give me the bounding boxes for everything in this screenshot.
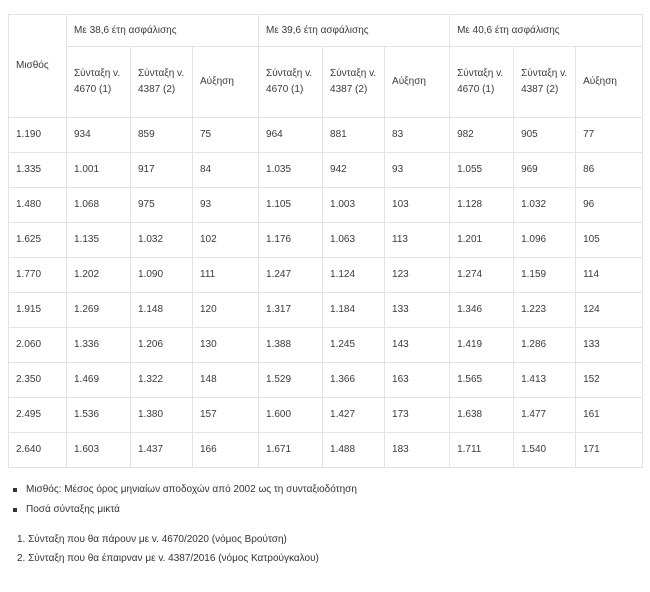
pension-4670-cell: 1.035 — [259, 153, 323, 188]
notes-numbered-list — [8, 530, 357, 568]
pension-4387-cell: 859 — [131, 118, 193, 153]
pension-4387-cell: 1.148 — [131, 293, 193, 328]
pension-4387-cell: 1.413 — [514, 363, 576, 398]
pension-4387-cell: 969 — [514, 153, 576, 188]
increase-cell: 77 — [576, 118, 643, 153]
pension-4387-cell: 1.540 — [514, 433, 576, 468]
table-body — [9, 118, 643, 468]
pension-4670-cell: 1.068 — [67, 188, 131, 223]
pension-4387-cell: 1.032 — [514, 188, 576, 223]
pension-4670-cell: 1.346 — [450, 293, 514, 328]
pension-4387-cell: 1.090 — [131, 258, 193, 293]
pension-4670-cell: 1.419 — [450, 328, 514, 363]
pension-4670-cell: 1.176 — [259, 223, 323, 258]
pension-4387-cell: 1.003 — [323, 188, 385, 223]
pension-4387-cell: 1.427 — [323, 398, 385, 433]
increase-cell: 157 — [193, 398, 259, 433]
pension-4670-cell: 1.247 — [259, 258, 323, 293]
table-row — [9, 433, 643, 468]
note-text: Ποσά σύνταξης μικτά — [26, 504, 120, 515]
increase-cell: 84 — [193, 153, 259, 188]
sub-header-pension-4670: Σύνταξη v. 4670 (1) — [450, 47, 514, 118]
increase-cell: 161 — [576, 398, 643, 433]
pension-4387-cell: 1.032 — [131, 223, 193, 258]
salary-cell: 1.770 — [9, 258, 67, 293]
pension-4387-cell: 1.380 — [131, 398, 193, 433]
pension-4387-cell: 1.245 — [323, 328, 385, 363]
sub-header-increase: Αύξηση — [193, 47, 259, 118]
increase-cell: 124 — [576, 293, 643, 328]
pension-4670-cell: 1.388 — [259, 328, 323, 363]
footnote-item: 2. Σύνταξη που θα έπαιρναν με v. 4387/2016 (νόμος Κατρούγκαλου) — [17, 553, 319, 564]
increase-cell: 111 — [193, 258, 259, 293]
notes-bullet-list — [8, 480, 357, 520]
pension-4387-cell: 1.063 — [323, 223, 385, 258]
pension-4670-cell: 1.638 — [450, 398, 514, 433]
sub-header-pension-4387: Σύνταξη v. 4387 (2) — [514, 47, 576, 118]
increase-cell: 105 — [576, 223, 643, 258]
table-row — [9, 223, 643, 258]
note-text: Μισθός: Μέσος όρος μηνιαίων αποδοχών από 2002 ως τη συνταξιοδότηση — [26, 484, 357, 495]
table-row — [9, 328, 643, 363]
table-row — [9, 188, 643, 223]
table-row — [9, 153, 643, 188]
pension-4670-cell: 1.055 — [450, 153, 514, 188]
pension-4387-cell: 1.322 — [131, 363, 193, 398]
table-row — [9, 398, 643, 433]
pension-4670-cell: 964 — [259, 118, 323, 153]
table-row — [9, 258, 643, 293]
salary-cell: 1.480 — [9, 188, 67, 223]
increase-cell: 114 — [576, 258, 643, 293]
pension-4387-cell: 1.096 — [514, 223, 576, 258]
pension-4670-cell: 1.671 — [259, 433, 323, 468]
pension-4387-cell: 975 — [131, 188, 193, 223]
increase-cell: 102 — [193, 223, 259, 258]
sub-header-pension-4670: Σύνταξη v. 4670 (1) — [259, 47, 323, 118]
increase-cell: 133 — [576, 328, 643, 363]
sub-header-pension-4387: Σύνταξη v. 4387 (2) — [131, 47, 193, 118]
pension-4670-cell: 1.317 — [259, 293, 323, 328]
increase-cell: 173 — [385, 398, 450, 433]
pension-4387-cell: 1.223 — [514, 293, 576, 328]
footnote-item: 1. Σύνταξη που θα πάρουν με v. 4670/2020 (νόμος Βρούτση) — [17, 534, 287, 545]
increase-cell: 123 — [385, 258, 450, 293]
table-row — [9, 118, 643, 153]
sub-header-increase: Αύξηση — [576, 47, 643, 118]
salary-cell: 2.640 — [9, 433, 67, 468]
increase-cell: 93 — [385, 153, 450, 188]
pension-4670-cell: 1.529 — [259, 363, 323, 398]
increase-cell: 96 — [576, 188, 643, 223]
increase-cell: 75 — [193, 118, 259, 153]
note-bullet-item — [8, 480, 357, 500]
bullet-icon — [13, 508, 17, 512]
notes-section — [8, 480, 357, 568]
salary-cell: 1.335 — [9, 153, 67, 188]
pension-4387-cell: 1.488 — [323, 433, 385, 468]
pension-4670-cell: 1.274 — [450, 258, 514, 293]
increase-cell: 83 — [385, 118, 450, 153]
increase-cell: 143 — [385, 328, 450, 363]
pension-4670-cell: 1.565 — [450, 363, 514, 398]
sub-header-pension-4387: Σύνταξη v. 4387 (2) — [323, 47, 385, 118]
salary-column-header: Μισθός — [9, 15, 67, 118]
pension-4670-cell: 1.201 — [450, 223, 514, 258]
increase-cell: 163 — [385, 363, 450, 398]
note-bullet-item — [8, 500, 357, 520]
increase-cell: 103 — [385, 188, 450, 223]
pension-4387-cell: 1.437 — [131, 433, 193, 468]
pension-4670-cell: 1.336 — [67, 328, 131, 363]
pension-4387-cell: 1.159 — [514, 258, 576, 293]
table-row — [9, 293, 643, 328]
increase-cell: 171 — [576, 433, 643, 468]
pension-4670-cell: 1.536 — [67, 398, 131, 433]
increase-cell: 166 — [193, 433, 259, 468]
pension-4670-cell: 1.202 — [67, 258, 131, 293]
increase-cell: 113 — [385, 223, 450, 258]
increase-cell: 183 — [385, 433, 450, 468]
pension-4670-cell: 1.269 — [67, 293, 131, 328]
pension-4387-cell: 1.184 — [323, 293, 385, 328]
pension-4387-cell: 1.124 — [323, 258, 385, 293]
salary-cell: 2.350 — [9, 363, 67, 398]
increase-cell: 152 — [576, 363, 643, 398]
pension-4387-cell: 1.366 — [323, 363, 385, 398]
pension-4670-cell: 934 — [67, 118, 131, 153]
pension-4670-cell: 982 — [450, 118, 514, 153]
salary-cell: 1.915 — [9, 293, 67, 328]
pension-4387-cell: 1.286 — [514, 328, 576, 363]
increase-cell: 133 — [385, 293, 450, 328]
pension-4387-cell: 1.477 — [514, 398, 576, 433]
sub-header-row — [9, 47, 643, 118]
sub-header-increase: Αύξηση — [385, 47, 450, 118]
salary-cell: 2.060 — [9, 328, 67, 363]
group-header-39-6: Με 39,6 έτη ασφάλισης — [259, 15, 450, 47]
increase-cell: 86 — [576, 153, 643, 188]
increase-cell: 93 — [193, 188, 259, 223]
pension-4670-cell: 1.128 — [450, 188, 514, 223]
pension-4670-cell: 1.603 — [67, 433, 131, 468]
pension-4387-cell: 942 — [323, 153, 385, 188]
pension-4670-cell: 1.469 — [67, 363, 131, 398]
pension-4387-cell: 917 — [131, 153, 193, 188]
salary-cell: 2.495 — [9, 398, 67, 433]
increase-cell: 130 — [193, 328, 259, 363]
pension-4387-cell: 905 — [514, 118, 576, 153]
pension-4670-cell: 1.135 — [67, 223, 131, 258]
pension-4670-cell: 1.711 — [450, 433, 514, 468]
pension-4387-cell: 881 — [323, 118, 385, 153]
group-header-row — [9, 15, 643, 47]
group-header-40-6: Με 40,6 έτη ασφάλισης — [450, 15, 643, 47]
pension-table-container — [8, 14, 642, 468]
bullet-icon — [13, 488, 17, 492]
increase-cell: 120 — [193, 293, 259, 328]
pension-4670-cell: 1.105 — [259, 188, 323, 223]
salary-cell: 1.625 — [9, 223, 67, 258]
group-header-38-6: Με 38,6 έτη ασφάλισης — [67, 15, 259, 47]
salary-cell: 1.190 — [9, 118, 67, 153]
table-row — [9, 363, 643, 398]
increase-cell: 148 — [193, 363, 259, 398]
pension-4670-cell: 1.001 — [67, 153, 131, 188]
pension-4387-cell: 1.206 — [131, 328, 193, 363]
pension-4670-cell: 1.600 — [259, 398, 323, 433]
pension-comparison-table — [8, 14, 643, 468]
sub-header-pension-4670: Σύνταξη v. 4670 (1) — [67, 47, 131, 118]
